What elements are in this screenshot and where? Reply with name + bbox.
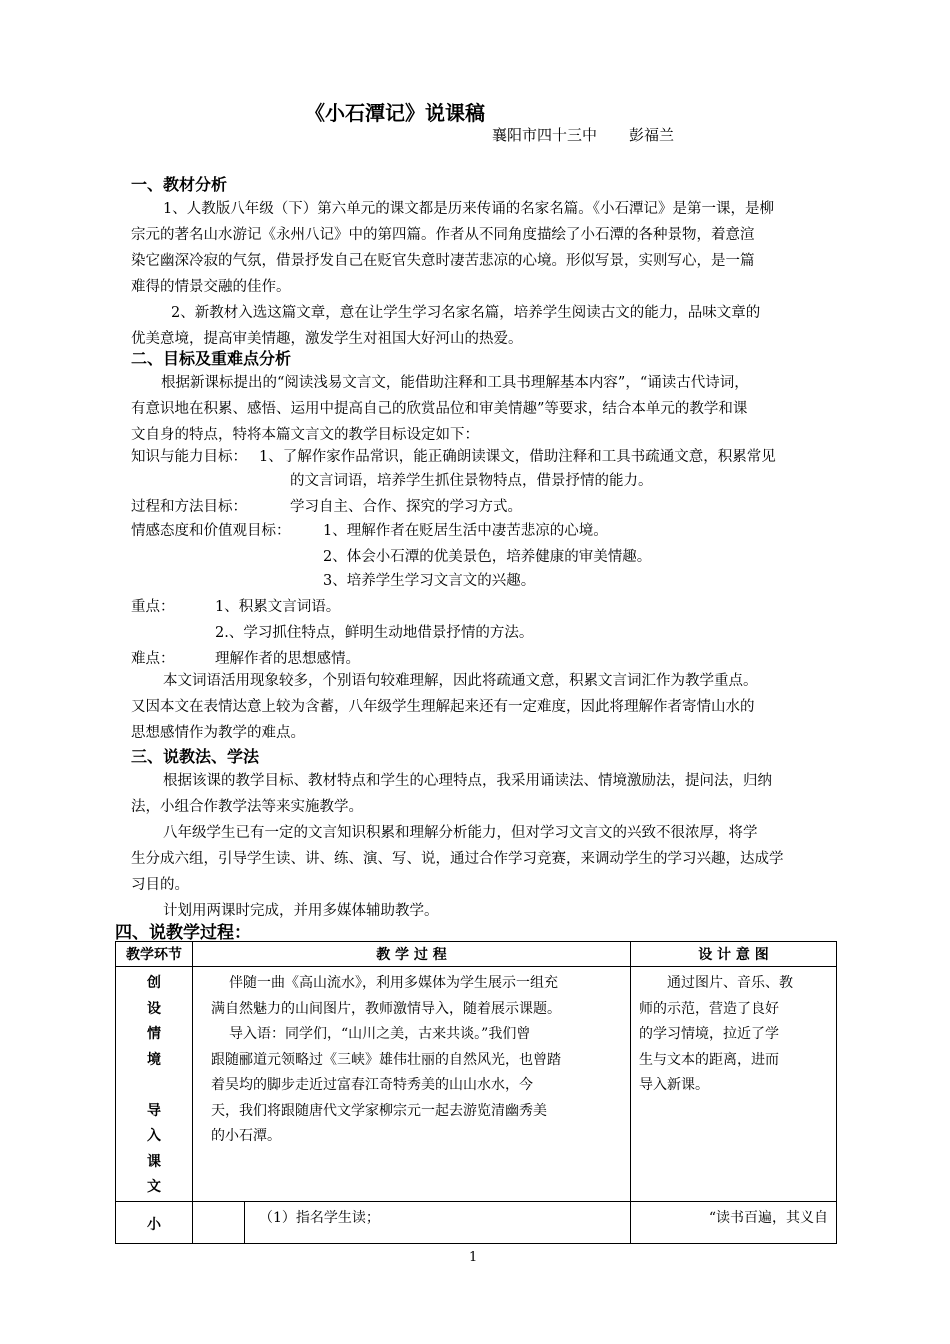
knowledge-label: 知识与能力目标： <box>131 449 247 465</box>
design-cell <box>631 967 837 1202</box>
paragraph-line: 根据新课标提出的“阅读浅易文言文，能借助注释和工具书理解基本内容”，“诵读古代诗词， <box>161 375 749 391</box>
page-title: 《小石潭记》说课稿 <box>305 101 485 125</box>
section-heading-3: 三、说教法、学法 <box>131 747 260 766</box>
header-stage: 教学环节 <box>116 942 193 967</box>
difficulty-label: 难点： <box>131 651 175 667</box>
paragraph-line: 有意识地在积累、感悟、运用中提高自己的欣赏品位和审美情趣”等要求，结合本单元的教学和课 <box>131 401 748 417</box>
key-item: 1、积累文言词语。 <box>215 599 341 615</box>
paragraph-line: 八年级学生已有一定的文言知识积累和理解分析能力，但对学习文言文的兴致不很浓厚，将学 <box>163 825 758 841</box>
process-line: 伴随一曲《高山流水》，利用多媒体为学生展示一组充 <box>229 975 558 991</box>
paragraph-line: 计划用两课时完成，并用多媒体辅助教学。 <box>163 903 439 919</box>
section-heading-2: 二、目标及重难点分析 <box>131 349 292 368</box>
section-2-intro <box>131 370 839 448</box>
stage-char: 课 <box>147 1153 161 1170</box>
paragraph-line: 根据该课的教学目标、教材特点和学生的心理特点，我采用诵读法、情境激励法，提问法，归纳 <box>163 773 772 789</box>
emotion-item: 2、体会小石潭的优美景色，培养健康的审美情趣。 <box>323 549 652 565</box>
stage-char: 文 <box>147 1179 161 1195</box>
paragraph-line: 2、新教材入选这篇文章，意在让学生学习名家名篇，培养学生阅读古文的能力，品味文章的 <box>171 305 761 321</box>
stage-char: 入 <box>147 1128 161 1144</box>
stage-char: 情 <box>147 1026 161 1042</box>
stage-cell: 小 <box>116 1201 193 1243</box>
teaching-process-table <box>115 941 837 1244</box>
page-number: 1 <box>469 1250 478 1265</box>
paragraph-line: 思想感情作为教学的难点。 <box>131 725 305 741</box>
design-line: 的学习情境，拉近了学 <box>639 1026 779 1042</box>
paragraph-line: 宗元的著名山水游记《永州八记》中的第四篇。作者从不同角度描绘了小石潭的各种景物，着意渲 <box>131 227 755 243</box>
header-process: 教 学 过 程 <box>193 942 631 967</box>
paragraph-line: 又因本文在表情达意上较为含蓄，八年级学生理解起来还有一定难度，因此将理解作者寄情山水的 <box>131 699 755 715</box>
section-3-body <box>131 768 839 924</box>
stage-char: 创 <box>147 975 161 991</box>
section-heading-4: 四、说教学过程： <box>115 923 251 943</box>
design-line: 通过图片、音乐、教 <box>667 975 793 991</box>
empty-cell <box>193 1201 245 1243</box>
difficulty-text: 理解作者的思想感情。 <box>215 651 360 667</box>
paragraph-line: 文自身的特点，特将本篇文言文的教学目标设定如下： <box>131 427 479 443</box>
paragraph-line: 难得的情景交融的佳作。 <box>131 279 291 295</box>
knowledge-text: 的文言词语，培养学生抓住景物特点，借景抒情的能力。 <box>290 473 653 489</box>
emotion-item: 3、培养学生学习文言文的兴趣。 <box>323 573 536 589</box>
author-line <box>492 124 674 145</box>
key-item: 2.、学习抓住特点，鲜明生动地借景抒情的方法。 <box>215 625 534 641</box>
design-line: 师的示范，营造了良好 <box>639 1000 779 1017</box>
table-row <box>116 1201 837 1243</box>
process-line: 满自然魅力的山间图片，教师激情导入，随着展示课题。 <box>211 1000 561 1017</box>
design-cell: “读书百遍，其义自 <box>631 1201 837 1243</box>
author-name: 彭福兰 <box>629 126 675 144</box>
header-design: 设 计 意 图 <box>631 942 837 967</box>
paragraph-line: 生分成六组，引导学生读、讲、练、演、写、说，通过合作学习竞赛，来调动学生的学习兴趣，达成学 <box>131 851 784 867</box>
paragraph-line: 本文词语活用现象较多，个别语句较难理解，因此将疏通文意，积累文言词汇作为教学重点。 <box>163 673 758 689</box>
stage-cell <box>116 967 193 1202</box>
process-line: 导入语：同学们，“山川之美，古来共谈。”我们曾 <box>229 1026 531 1042</box>
process-cell <box>193 967 631 1202</box>
stage-char: 设 <box>147 1000 161 1017</box>
stage-char: 境 <box>147 1051 161 1068</box>
process-cell: （1）指名学生读； <box>245 1201 631 1243</box>
section-heading-1: 一、教材分析 <box>131 175 228 194</box>
paragraph-line: 1、人教版八年级（下）第六单元的课文都是历来传诵的名家名篇。《小石潭记》是第一课，是柳 <box>163 201 774 217</box>
emotion-item: 1、理解作者在贬居生活中凄苦悲凉的心境。 <box>323 523 608 539</box>
paragraph-line: 法，小组合作教学法等来实施教学。 <box>131 799 363 815</box>
process-line: 着吴均的脚步走近过富春江奇特秀美的山山水水，今 <box>211 1077 533 1093</box>
process-line: 天，我们将跟随唐代文学家柳宗元一起去游览清幽秀美 <box>211 1102 547 1119</box>
process-text: 学习自主、合作、探究的学习方式。 <box>290 499 522 515</box>
section-1-body <box>131 196 839 352</box>
table-row <box>116 967 837 1202</box>
author-school: 襄阳市四十三中 <box>492 126 598 144</box>
paragraph-line: 优美意境，提高审美情趣，激发学生对祖国大好河山的热爱。 <box>131 331 523 347</box>
paragraph-line: 染它幽深冷寂的气氛，借景抒发自己在贬官失意时凄苦悲凉的心境。形似写景，实则写心，是一篇 <box>131 253 755 269</box>
table-header-row <box>116 942 837 967</box>
process-line: 跟随郦道元领略过《三峡》雄伟壮丽的自然风光，也曾踏 <box>211 1051 561 1068</box>
key-label: 重点： <box>131 599 175 615</box>
emotion-label: 情感态度和价值观目标： <box>131 523 291 539</box>
design-line: 生与文本的距离，进而 <box>639 1051 779 1068</box>
process-label: 过程和方法目标： <box>131 499 247 515</box>
paragraph-line: 习目的。 <box>131 877 189 893</box>
stage-char <box>116 1073 192 1099</box>
design-line: 导入新课。 <box>639 1077 709 1093</box>
section-2-outro <box>131 668 839 746</box>
stage-char: 导 <box>147 1102 161 1119</box>
process-line: 的小石潭。 <box>211 1128 281 1144</box>
knowledge-text: 1、了解作家作品常识，能正确朗读课文，借助注释和工具书疏通文意，积累常见 <box>259 449 776 465</box>
